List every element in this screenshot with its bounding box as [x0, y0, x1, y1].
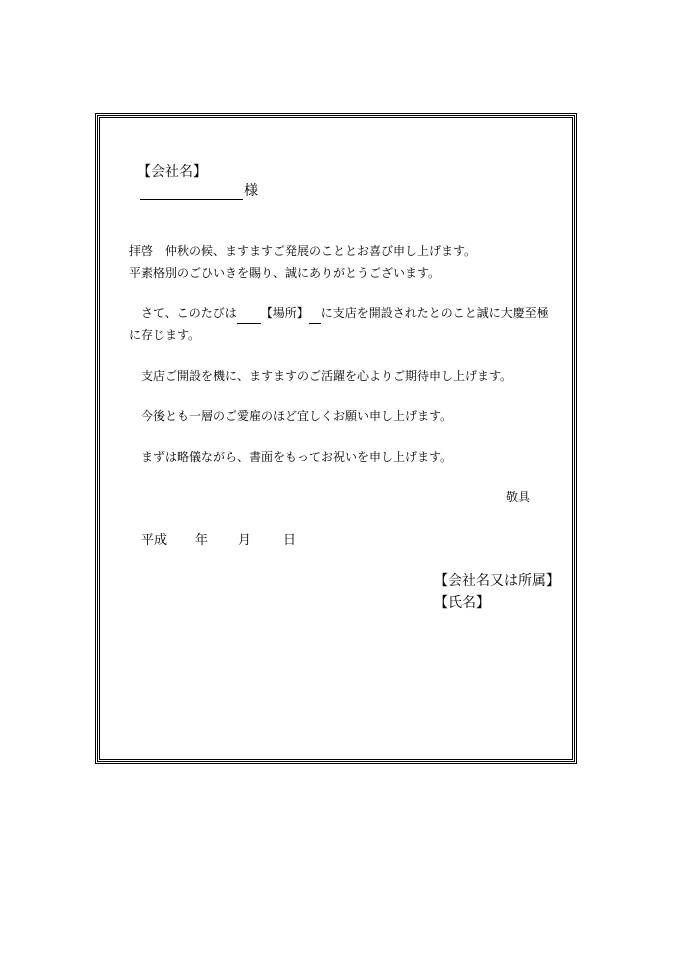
branch-opening-line-2: に存じます。 [129, 328, 201, 342]
place-blank-before [237, 311, 261, 324]
greeting-line-2: 平素格別のごひいきを賜り、誠にありがとうございます。 [129, 266, 441, 280]
branch-opening-paragraph [129, 302, 549, 346]
branch-opening-suffix: に支店を開設されたとのこと誠に大慶至極 [320, 306, 549, 320]
recipient-honorific: 様 [244, 183, 258, 199]
letter-frame [95, 113, 577, 764]
sender-company: 【会社名又は所属】 [434, 573, 560, 589]
place-blank-after [309, 311, 321, 324]
recipient-company: 【会社名】 [137, 164, 207, 180]
date-day: 日 [283, 533, 297, 548]
closing-remark-paragraph: まずは略儀ながら、書面をもってお祝いを申し上げます。 [129, 450, 453, 464]
patronage-paragraph: 今後とも一層のご愛雇のほど宜しくお願い申し上げます。 [129, 409, 453, 423]
wishes-paragraph: 支店ご開設を機に、ますますのご活躍を心よりご期待申し上げます。 [129, 369, 513, 383]
branch-opening-line-1 [129, 302, 549, 324]
sender-name: 【氏名】 [434, 595, 490, 611]
date-line [141, 529, 296, 548]
branch-opening-prefix: さて、このたびは [129, 306, 237, 320]
greeting-paragraph [129, 240, 476, 284]
closing-word: 敬具 [506, 490, 531, 504]
date-month: 月 [238, 533, 252, 548]
letter-frame-inner-border [99, 117, 573, 760]
greeting-line-1: 拝啓 仲秋の候、ますますご発展のこととお喜び申し上げます。 [129, 244, 477, 258]
recipient-name-blank [140, 185, 243, 200]
date-year: 年 [195, 533, 209, 548]
branch-place: 【場所】 [260, 306, 309, 320]
date-era: 平成 [141, 533, 168, 548]
recipient-name-line [140, 180, 258, 200]
sender-block [434, 570, 560, 614]
